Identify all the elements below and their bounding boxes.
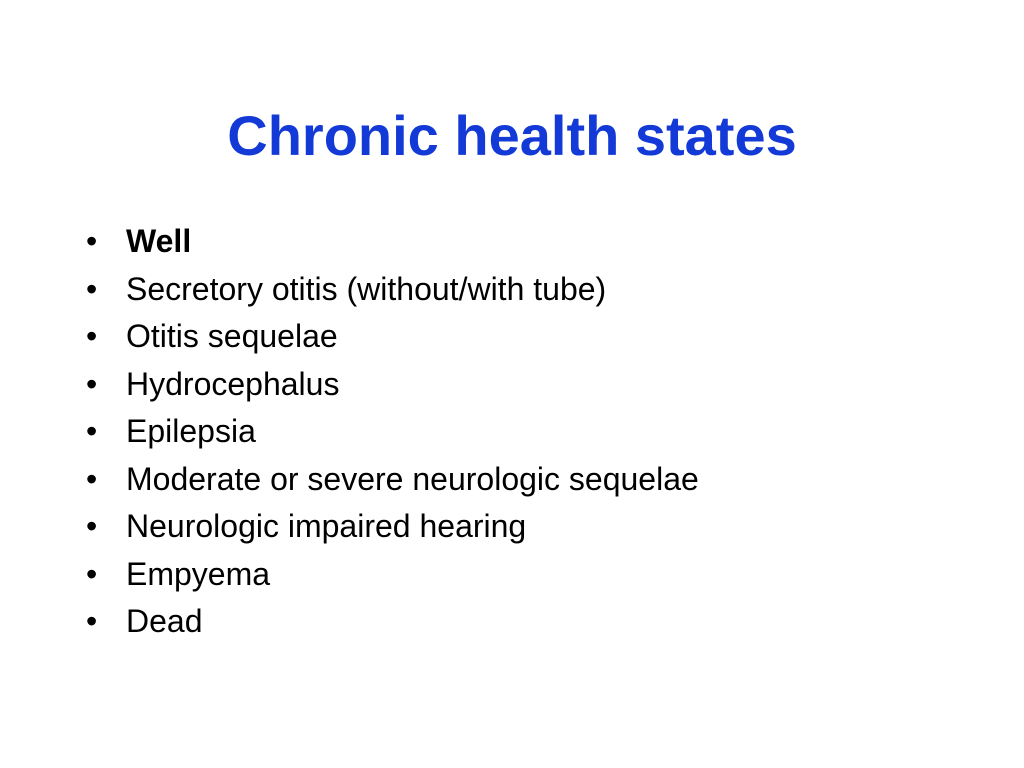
bullet-dot-icon: • (86, 223, 98, 259)
bullet-dot-icon: • (86, 365, 98, 402)
bullet-item-epilepsia (86, 408, 699, 456)
bullet-item-hydrocephalus (86, 361, 699, 409)
bullet-text: Well (126, 223, 192, 259)
bullet-dot-icon: • (86, 270, 98, 307)
bullet-dot-icon: • (86, 460, 98, 497)
bullet-item-empyema (86, 551, 699, 599)
bullet-text: Epilepsia (126, 413, 256, 449)
bullet-dot-icon: • (86, 413, 98, 449)
bullet-item-dead (86, 598, 699, 646)
bullet-dot-icon: • (86, 555, 98, 592)
bullet-text: Empyema (126, 555, 271, 592)
slide-title: Chronic health states (227, 104, 797, 167)
bullet-dot-icon: • (86, 318, 98, 354)
bullet-item-neurologic-sequelae (86, 456, 699, 504)
bullet-text: Dead (126, 603, 203, 639)
bullet-item-otitis-sequelae (86, 313, 699, 361)
bullet-dot-icon: • (86, 508, 98, 544)
bullet-text: Otitis sequelae (126, 318, 338, 354)
bullet-text: Hydrocephalus (126, 365, 340, 402)
bullet-item-impaired-hearing (86, 503, 699, 551)
bullet-text: Moderate or severe neurologic sequelae (126, 460, 699, 497)
bullet-dot-icon: • (86, 603, 98, 639)
bullet-item-secretory-otitis (86, 266, 699, 314)
bullet-text: Secretory otitis (without/with tube) (126, 270, 607, 307)
bullet-list (86, 218, 699, 646)
bullet-text: Neurologic impaired hearing (126, 508, 527, 544)
bullet-item-well (86, 218, 699, 266)
